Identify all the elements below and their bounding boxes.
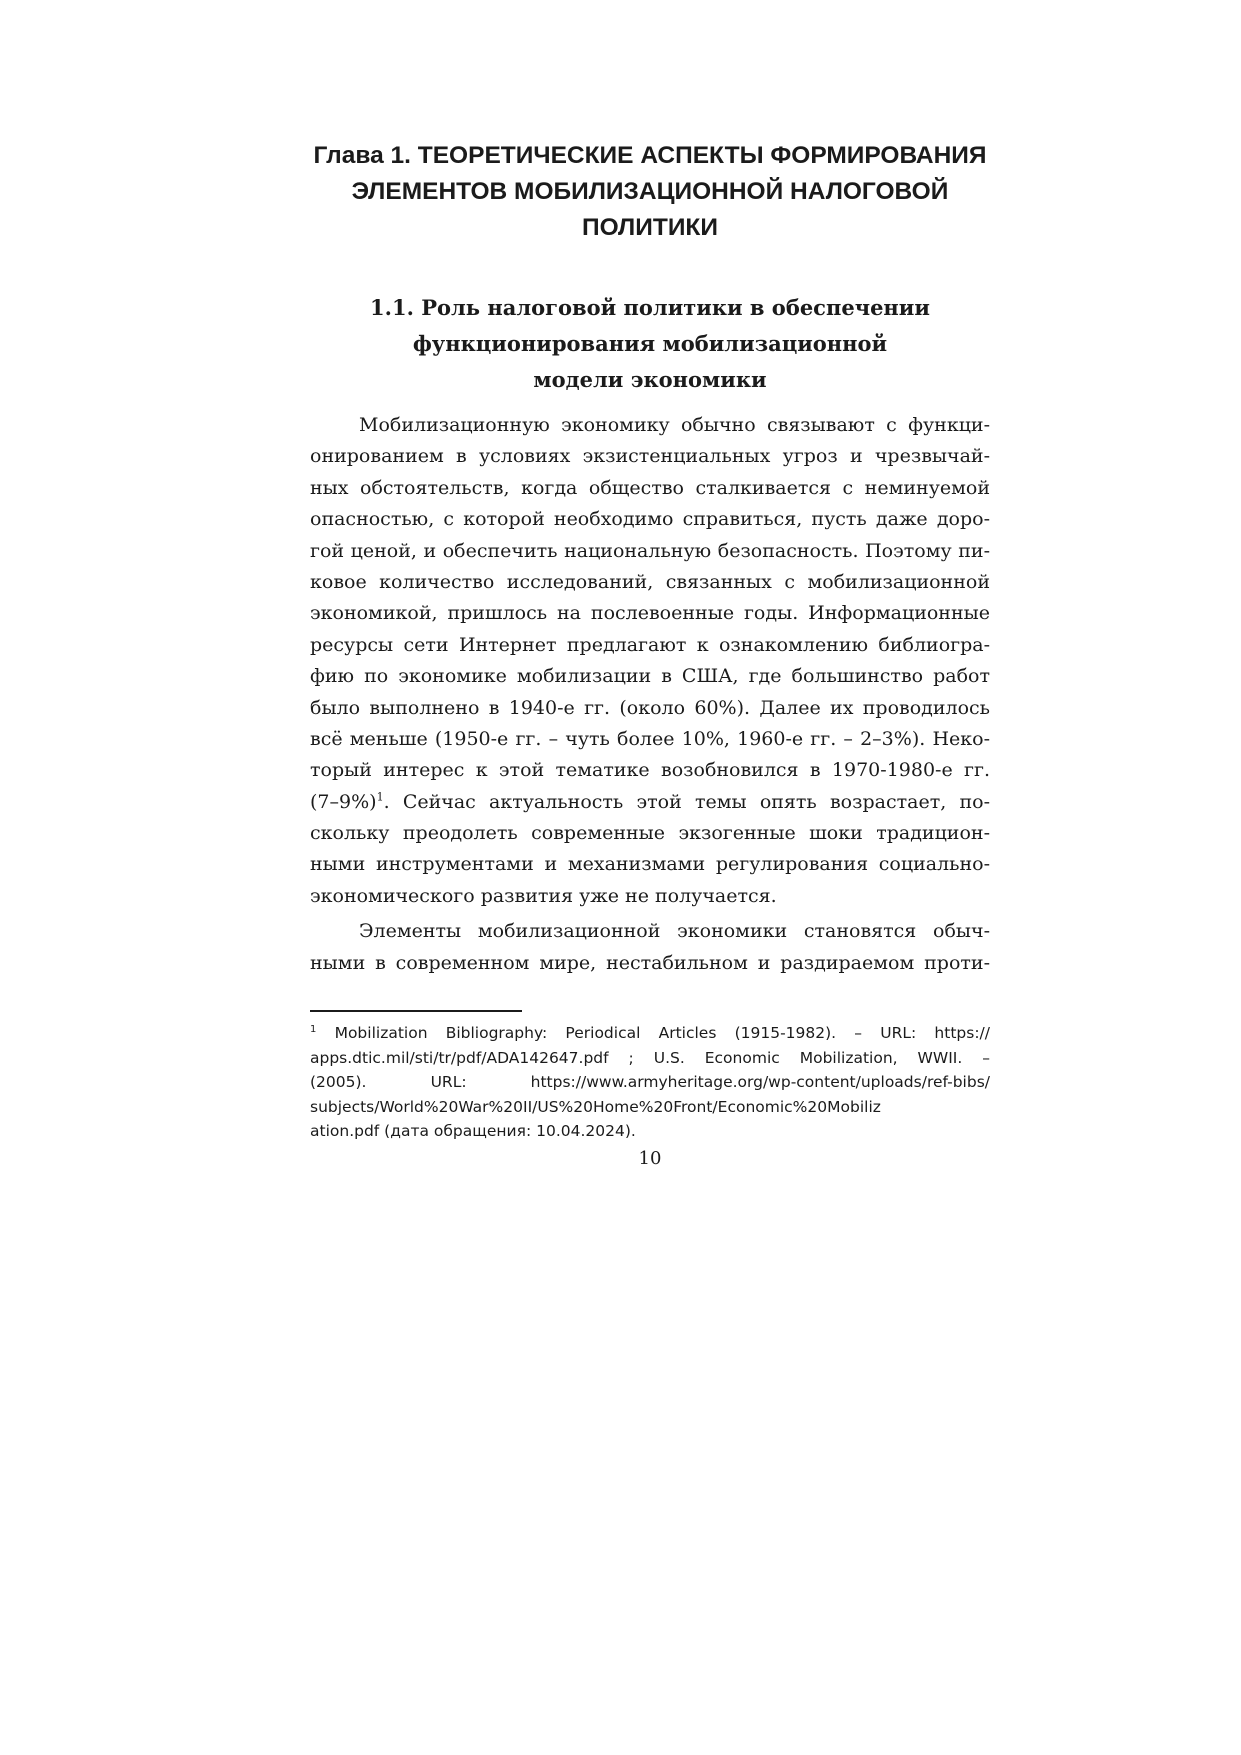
body-line: всё меньше (1950-е гг. – чуть более 10%, 1960-е гг. – 2–3%). Неко-	[310, 727, 990, 750]
body-line: торый интерес к этой тематике возобновился в 1970-1980-е гг.	[310, 759, 990, 782]
footnote-line: apps.dtic.mil/sti/tr/pdf/ADA142647.pdf ; U.S. Economic Mobilization, WWII. –	[310, 1048, 990, 1067]
body-line: гой ценой, и обеспечить национальную безопасность. Поэтому пи-	[310, 539, 990, 562]
footnote-line	[310, 1021, 990, 1046]
body-line: экономикой, пришлось на послевоенные годы. Информационные	[310, 602, 990, 625]
body-line: было выполнено в 1940-е гг. (около 60%). Далее их проводилось	[310, 696, 990, 719]
section-title-line: модели экономики	[533, 367, 767, 392]
footnote-line: subjects/World%20War%20II/US%20Home%20Front/Economic%20Mobiliz	[310, 1097, 881, 1116]
body-line: Мобилизационную экономику обычно связывают с функци-	[359, 414, 990, 436]
chapter-title-line: ПОЛИТИКИ	[582, 214, 718, 241]
body-line: онированием в условиях экзистенциальных угроз и чрезвычай-	[310, 445, 990, 468]
body-line: Элементы мобилизационной экономики становятся обыч-	[359, 920, 990, 943]
body-line: скольку преодолеть современные экзогенные шоки традицион-	[310, 822, 990, 845]
body-text	[310, 410, 990, 979]
body-line: опасностью, с которой необходимо справиться, пусть даже доро-	[310, 508, 990, 531]
chapter-title	[300, 138, 1000, 246]
body-line: ресурсы сети Интернет предлагают к ознакомлению библиогра-	[310, 633, 990, 656]
footnote-divider	[310, 1010, 522, 1012]
body-line: ковое количество исследований, связанных с мобилизационной	[310, 570, 990, 593]
body-line-part: . Сейчас актуальность этой темы опять возрастает, по-	[383, 790, 990, 813]
footnote-line: ation.pdf (дата обращения: 10.04.2024).	[310, 1122, 636, 1140]
body-line: ными в современном мире, нестабильном и раздираемом проти-	[310, 951, 990, 974]
section-title-line: функционирования мобилизационной	[412, 331, 888, 356]
section-title	[300, 290, 1000, 398]
page-number: 10	[638, 1148, 662, 1169]
body-line: ных обстоятельств, когда общество сталкивается с неминуемой	[310, 476, 990, 499]
chapter-title-line: Глава 1. ТЕОРЕТИЧЕСКИЕ АСПЕКТЫ ФОРМИРОВАНИЯ	[313, 142, 987, 169]
section-title-line: 1.1. Роль налоговой политики в обеспечении	[370, 295, 930, 320]
footnote-reference[interactable]: 1	[376, 790, 384, 804]
body-line-with-footnote-ref	[310, 787, 990, 818]
body-line: фию по экономике мобилизации в США, где большинство работ	[310, 665, 990, 688]
footnote-line: (2005). URL: https://www.armyheritage.org/wp-content/uploads/ref-bibs/	[310, 1073, 990, 1091]
footnote-line-text: Mobilization Bibliography: Periodical Articles (1915-1982). – URL: https://	[316, 1024, 990, 1042]
footnote	[310, 1021, 990, 1144]
body-line: ными инструментами и механизмами регулирования социально-	[310, 853, 990, 876]
body-line-part: (7–9%)	[310, 790, 377, 813]
chapter-title-line: ЭЛЕМЕНТОВ МОБИЛИЗАЦИОННОЙ НАЛОГОВОЙ	[351, 178, 949, 205]
footnote-marker: 1	[310, 1023, 317, 1035]
body-line: экономического развития уже не получается.	[310, 884, 777, 907]
